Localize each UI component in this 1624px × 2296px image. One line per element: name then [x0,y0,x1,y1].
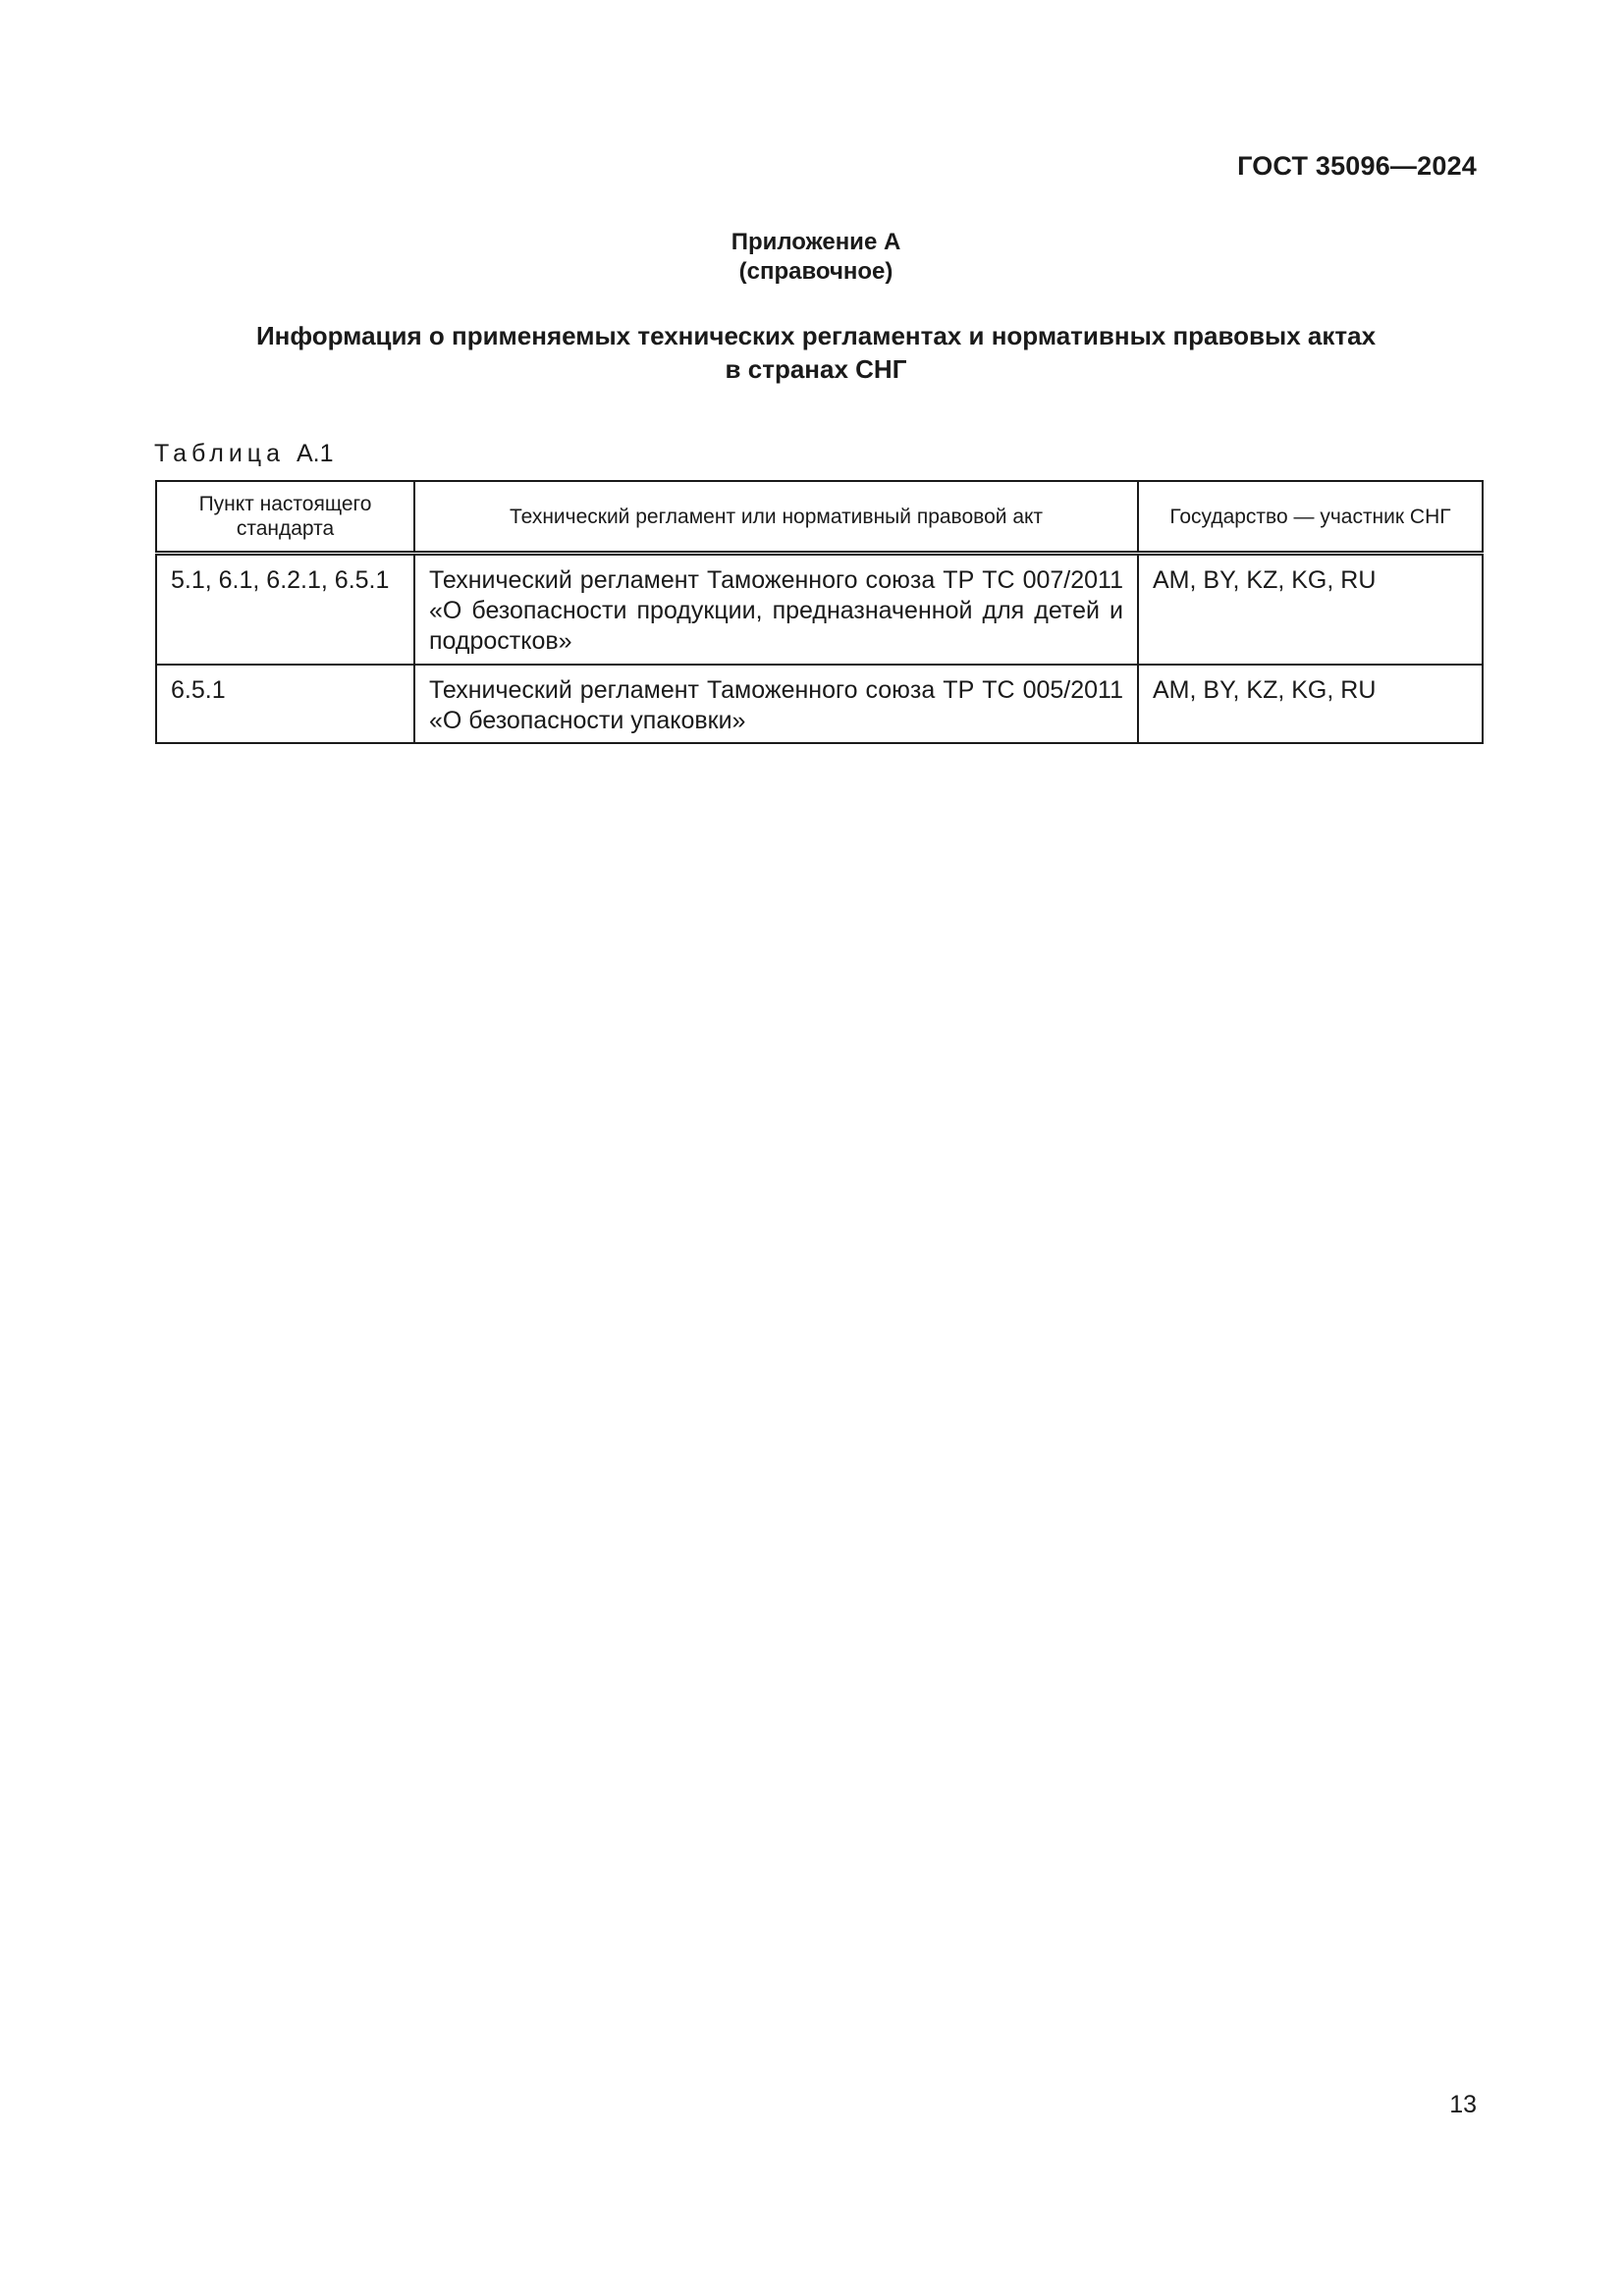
section-title-line2: в странах СНГ [725,354,907,384]
header-clause: Пункт настоящего стандарта [156,481,414,554]
table-header-row [156,481,1483,554]
cell-act: Технический регламент Таможенного союза ТР ТС 005/2011 «О безопасности упаковки» [414,665,1138,743]
appendix-title: Приложение А [731,229,901,255]
cell-states: AM, BY, KZ, KG, RU [1138,554,1483,666]
appendix-heading [0,228,1624,287]
section-title-line1: Информация о применяемых технических регламентах и нормативных правовых актах [255,321,1377,350]
cell-act: Технический регламент Таможенного союза ТР ТС 007/2011 «О безопасности продукции, предназначенной для детей и подростков» [414,554,1138,666]
page-number: 13 [1449,2091,1477,2118]
header-states: Государство — участник СНГ [1138,481,1483,554]
header-act: Технический регламент или нормативный правовой акт [414,481,1138,554]
section-heading [0,319,1624,386]
cell-clause: 6.5.1 [156,665,414,743]
cell-clause: 5.1, 6.1, 6.2.1, 6.5.1 [156,554,414,666]
regulations-table [155,480,1484,744]
appendix-subtitle: (справочное) [738,258,893,285]
table-row [156,554,1483,666]
table-row [156,665,1483,743]
document-code: ГОСТ 35096—2024 [1237,151,1477,181]
table-caption-number: А.1 [296,440,334,467]
cell-states: AM, BY, KZ, KG, RU [1138,665,1483,743]
table-caption-word: Таблица [154,440,286,467]
table-caption [154,440,334,468]
